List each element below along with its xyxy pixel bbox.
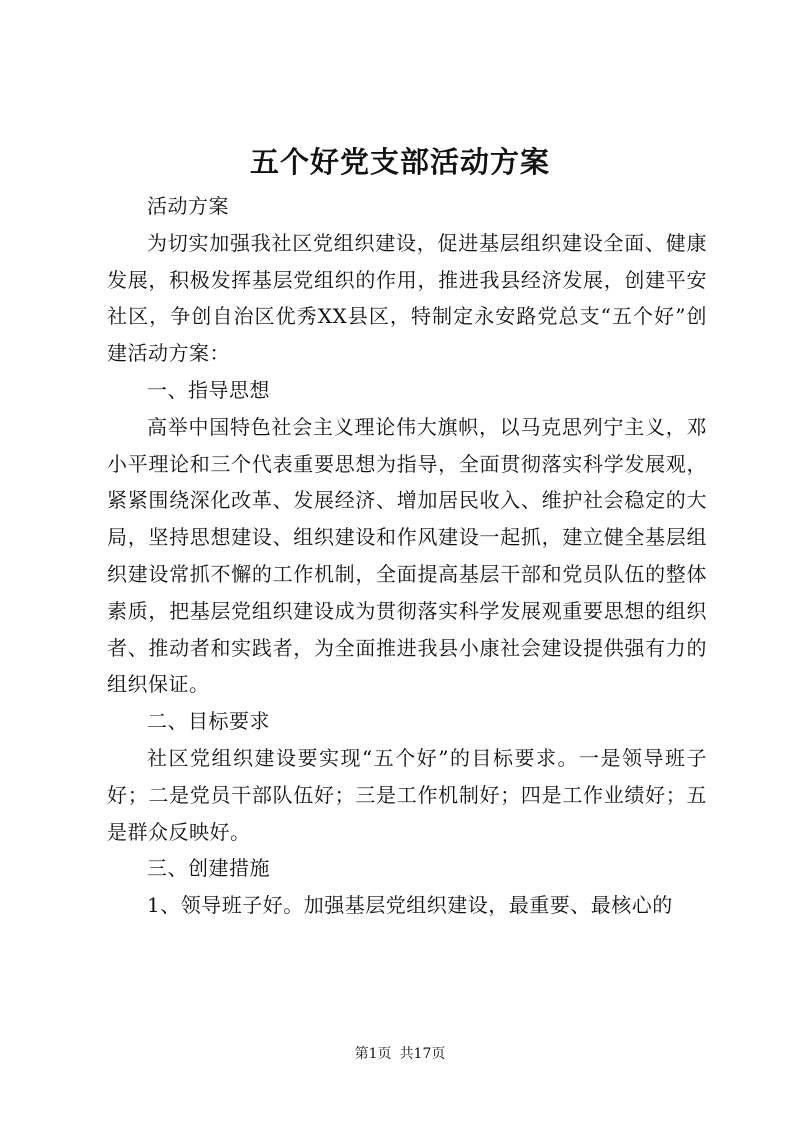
page-number: 第1页 [354,1046,392,1062]
page-footer [0,1044,800,1064]
paragraph-goals: 社区党组织建设要实现“五个好”的目标要求。一是领导班子好；二是党员干部队伍好；三是工作机制好；四是工作业绩好；五是群众反映好。 [107,745,707,844]
paragraph-guiding-ideology: 高举中国特色社会主义理论伟大旗帜，以马克思列宁主义，邓小平理论和三个代表重要思想为指导，全面贯彻落实科学发展观，紧紧围绕深化改革、发展经济、增加居民收入、维护社会稳定的大局，坚持思想建设、组织建设和作风建设一起抓，建立健全基层组织建设常抓不懈的工作机制，全面提高基层干部和党员队伍的整体素质，把基层党组织建设成为贯彻落实科学发展观重要思想的组织者、推动者和实践者，为全面推进我县小康社会建设提供强有力的组织保证。 [107,414,707,697]
document-body [107,188,707,924]
section-heading-goals: 二、目标要求 [147,709,270,734]
paragraph-introduction: 为切实加强我社区党组织建设，促进基层组织建设全面、健康发展，积极发挥基层党组织的作用，推进我县经济发展，创建平安社区，争创自治区优秀XX县区，特制定永安路党总支“五个好”创建活动方案： [107,230,707,366]
section-heading-measures: 三、创建措施 [147,856,270,881]
paragraph-measures: 1、领导班子好。加强基层党组织建设，最重要、最核心的 [147,893,673,918]
document-title: 五个好党支部活动方案 [249,145,550,179]
paragraph-activity-plan: 活动方案 [147,194,229,218]
page-total: 共17页 [399,1046,446,1062]
section-heading-guiding-ideology: 一、指导思想 [147,377,270,402]
